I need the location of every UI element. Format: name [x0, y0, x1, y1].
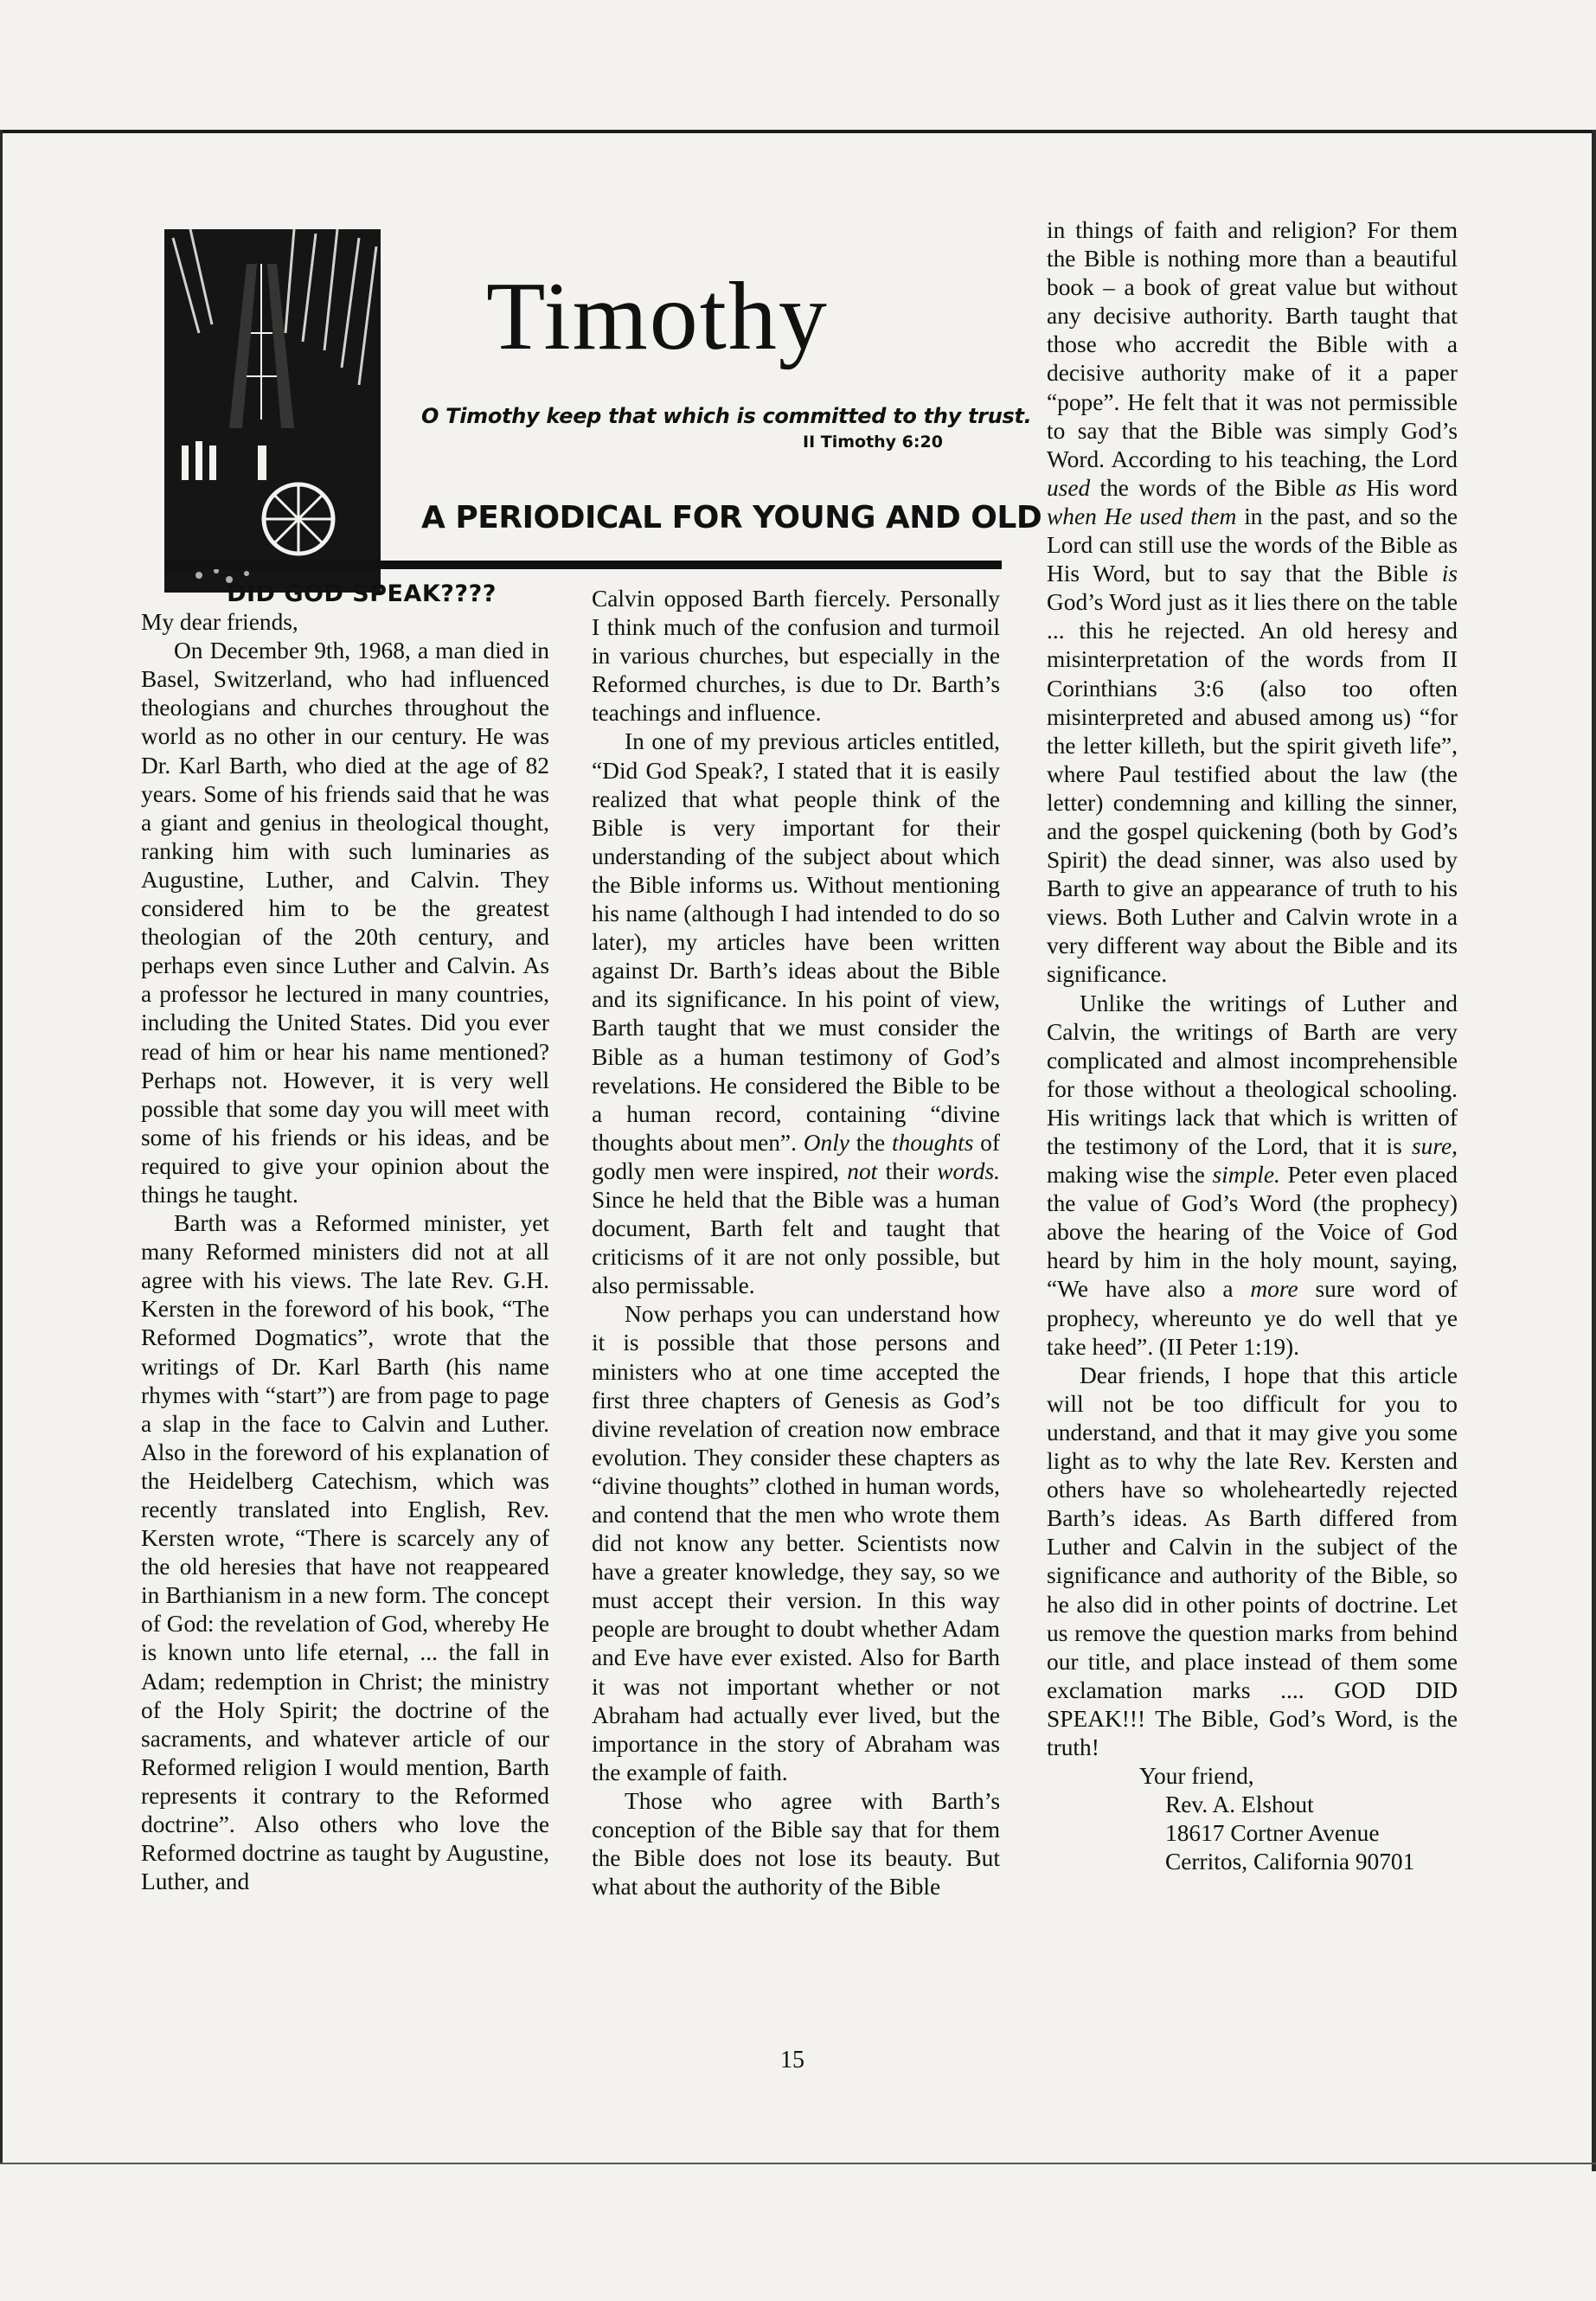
paragraph-2: Barth was a Reformed minister, yet many Reformed ministers did not at all agree with his views. The late Rev. G.H. Kersten in the foreword of his book, “The Reformed Dogmatics”, wrote that the writings of Dr. Karl Barth (his name rhymes with “start”) are from page to page a slap in the face to Calvin and Luther. Also in the foreword of his explanation of the Heidelberg Catechism, which was recently translated into English, Rev. Kersten wrote, “There is scarcely any of the old heresies that have not reappeared in Barthianism in a new form. The concept of God: the revelation of God, whereby He is known unto life eternal, ... the fall in Adam; redemption in Christ; the ministry of the Holy Spirit; the doctrine of the sacraments, and whatever article of our Reformed religion I would mention, Barth represents it contrary to the Reformed doctrine”. Also others who love the Reformed doctrine as taught by Augustine, Luther, and — [141, 1210, 549, 1895]
periodical-subtitle: A PERIODICAL FOR YOUNG AND OLD — [421, 500, 1042, 535]
header-rule — [164, 561, 1002, 569]
scripture-reference: II Timothy 6:20 — [803, 433, 943, 452]
paragraph-4: Now perhaps you can understand how it is possible that those persons and ministers who at one time accepted the first three chapters of Genesis as God’s divine revelation of creation now embrace evolution. They consider these chapters as “divine thoughts” clothed in human words, and contend that the men who wrote them did not know any better. Scientists now have a greater knowledge, they say, so we must accept their version. In this way people are brought to doubt whether Adam and Eve have ever existed. Also for Barth it was not important whether or not Abraham had actually ever lived, but the importance in the story of Abraham was the example of faith. — [592, 1301, 1000, 1785]
address-city: Cerritos, California 90701 — [1165, 1849, 1415, 1875]
scripture-tagline: O Timothy keep that which is committed to thy trust. — [421, 404, 1032, 428]
bottom-border-rule — [0, 2163, 1596, 2164]
address-street: 18617 Cortner Avenue — [1165, 1820, 1380, 1847]
salutation: My dear friends, — [141, 609, 298, 636]
author-name: Rev. A. Elshout — [1165, 1791, 1314, 1818]
church-woodcut-illustration — [164, 229, 381, 593]
right-border — [1592, 130, 1596, 2171]
article-column-2 — [592, 585, 1000, 1901]
signature-block — [1047, 1762, 1458, 1876]
paragraph-3: In one of my previous articles entitled, “Did God Speak?, I stated that it is easily realized that what people think of the Bible is very important for their understanding of the subject about which the Bible informs us. Without mentioning his name (although I had intended to do so later), my articles have been written against Dr. Barth’s ideas about the Bible and its significance. In his point of view, Barth taught that we must consider the Bible as a human testimony of God’s revelations. He considered the Bible to be a human record, containing “divine thoughts about men”. Only the thoughts of godly men were inspired, not their words. Since he held that the Bible was a human document, Barth felt and taught that criticisms of it are not only possible, but also permissable. — [592, 728, 1001, 1299]
periodical-title: Timothy — [486, 263, 829, 370]
article-heading: DID GOD SPEAK???? — [227, 580, 497, 607]
paragraph-1: On December 9th, 1968, a man died in Basel, Switzerland, who had influenced theologians and churches throughout the world as no other in our century. He was Dr. Karl Barth, who died at the age of 82 years. Some of his friends said that he was a giant and genius in theological thought, ranking him with such luminaries as Augustine, Luther, and Calvin. They considered him to be the greatest theologian of the 20th century, and perhaps even since Luther and Calvin. As a professor he lectured in many countries, including the United States. Did you ever read of him or hear his name mentioned? Perhaps not. However, it is very well possible that some day you will meet with some of his friends or his ideas, and be required to give your opinion about the things he taught. — [141, 638, 549, 1208]
paragraph-7: Dear friends, I hope that this article will not be too difficult for you to understand, and that it may give you some light as to why the late Rev. Kersten and others have so wholeheartedly rejected Barth’s ideas. As Barth differed from Luther and Calvin in the subject of the significance and authority of the Bible, so he also did in other points of doctrine. Let us remove the question marks from behind our title, and place instead of them some exclamation marks .... GOD DID SPEAK!!! The Bible, God’s Word, is the truth! — [1047, 1362, 1458, 1760]
top-border-rule — [0, 130, 1596, 133]
paragraph-6: Unlike the writings of Luther and Calvin, the writings of Barth are very complicated and almost incomprehensible for those without a theological schooling. His writings lack that which is written of the testimony of the Lord, that it is sure, making wise the simple. Peter even placed the value of God’s Word (the prophecy) above the hearing of the Voice of God heard by him in the holy mount, saying, “We have also a more sure word of prophecy, whereunto ye do well that ye take heed”. (II Peter 1:19). — [1047, 990, 1458, 1360]
left-border — [0, 130, 3, 2163]
page-number: 15 — [780, 2047, 804, 2073]
article-column-3 — [1047, 216, 1458, 1876]
paragraph-5-cont: in things of faith and religion? For them the Bible is nothing more than a beautiful book – a book of great value but without any decisive authority. Barth taught that those who accredit the Bible with a decisive authority make of it a paper “pope”. He felt that it was not permissible to say that the Bible was simply God’s Word. According to his teaching, the Lord used the words of the Bible as His word when He used them in the past, and so the Lord can still use the words of the Bible as His Word, but to say that the Bible is God’s Word just as it lies there on the table ... this he rejected. An old heresy and misinterpretation of the words from II Corinthians 3:6 (also too often misinterpreted and abused among us) “for the letter killeth, but the spirit giveth life”, where Paul testified about the law (the letter) condemning and killing the sinner, and the gospel quickening (both by God’s Spirit) the dead sinner, was also used by Barth to give an appearance of truth to his views. Both Luther and Calvin wrote in a very different way about the Bible and its significance. — [1047, 217, 1458, 988]
article-column-1 — [141, 580, 549, 1896]
paragraph-2-cont: Calvin opposed Barth fiercely. Personally I think much of the confusion and turmoil in various churches, but especially in the Reformed churches, is due to Dr. Barth’s teachings and influence. — [592, 586, 1000, 727]
closing: Your friend, — [1139, 1763, 1254, 1790]
paragraph-5: Those who agree with Barth’s conception of the Bible say that for them the Bible does not lose its beauty. But what about the authority of the Bible — [592, 1787, 1000, 1900]
